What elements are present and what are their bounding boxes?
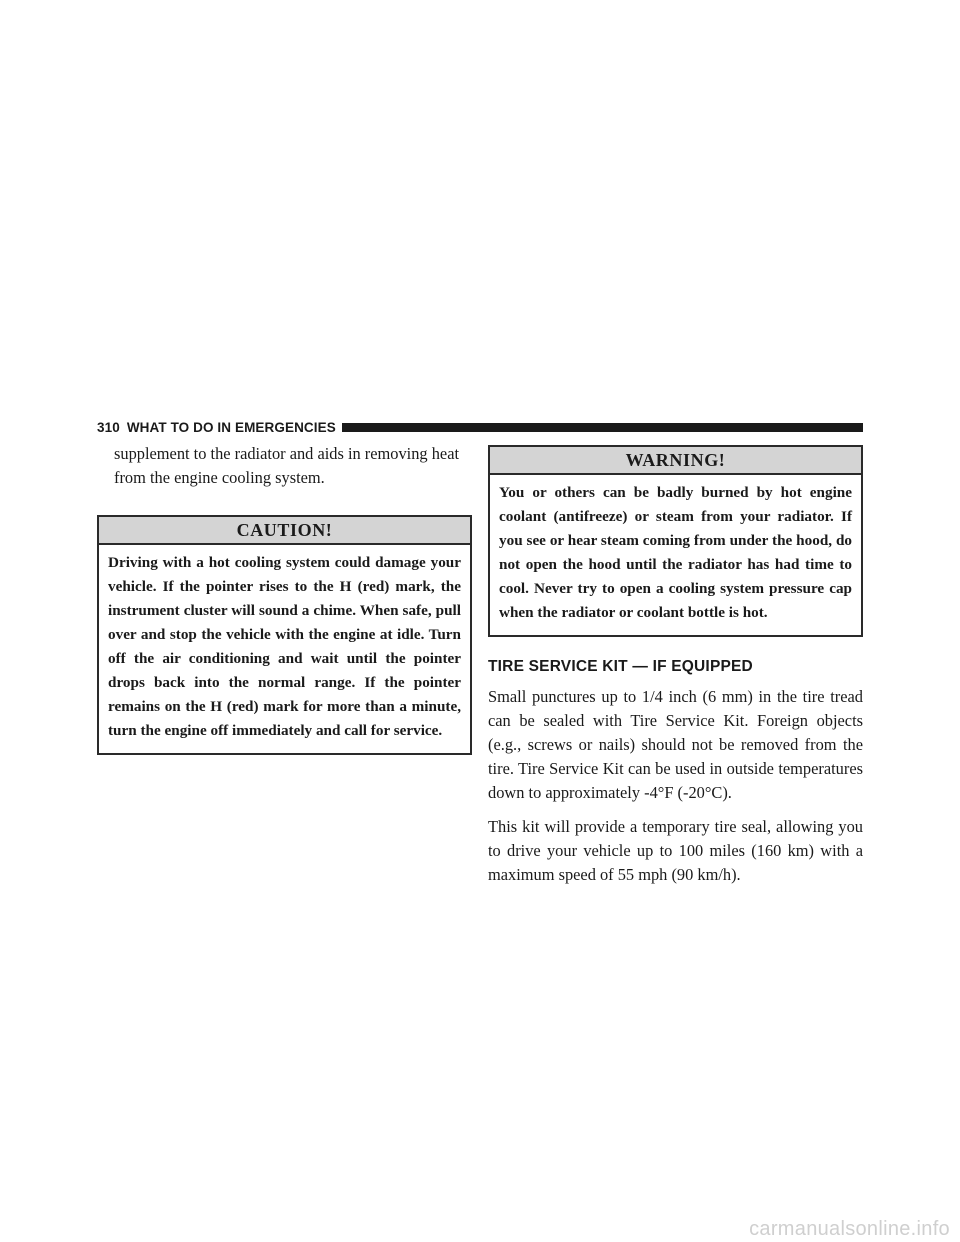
caution-box [97, 515, 472, 755]
watermark: carmanualsonline.info [749, 1218, 950, 1240]
caution-body: Driving with a hot cooling system could damage your vehicle. If the pointer rises to the H (red) mark, the instrument cluster will sound a chime. When safe, pull over and stop the vehicle with the engine at idle. Turn off the air conditioning and wait until the pointer drops back into the normal range. If the pointer remains on the H (red) mark for more than a minute, turn the engine off immediately and call for service. [108, 554, 461, 739]
caution-title: CAUTION! [99, 517, 470, 545]
warning-title: WARNING! [490, 447, 861, 475]
tire-service-kit-heading: TIRE SERVICE KIT — IF EQUIPPED [488, 658, 753, 675]
warning-box [488, 445, 863, 637]
page-header [97, 417, 863, 437]
left-column [97, 442, 472, 755]
header-rule [342, 423, 863, 432]
continued-paragraph: supplement to the radiator and aids in removing heat from the engine cooling system. [114, 444, 460, 487]
section-title: WHAT TO DO IN EMERGENCIES [126, 419, 336, 435]
tire-kit-paragraph-1: Small punctures up to 1/4 inch (6 mm) in the tire tread can be sealed with Tire Service Kit. Foreign objects (e.g., screws or nails) should not be removed from the tire. Tire Service Kit can be used in outside temperatures down to approximately -4°F (-20°C). [488, 687, 863, 802]
tire-kit-paragraph-2: This kit will provide a temporary tire seal, allowing you to drive your vehicle up to 100 miles (160 km) with a maximum speed of 55 mph (90 km/h). [488, 817, 863, 884]
warning-body: You or others can be badly burned by hot engine coolant (antifreeze) or steam from your radiator. If you see or hear steam coming from under the hood, do not open the hood until the radiator has had time to cool. Never try to open a cooling system pressure cap when the radiator or coolant bottle is hot. [499, 484, 852, 621]
right-column [488, 442, 863, 887]
page-number: 310 [97, 419, 120, 435]
